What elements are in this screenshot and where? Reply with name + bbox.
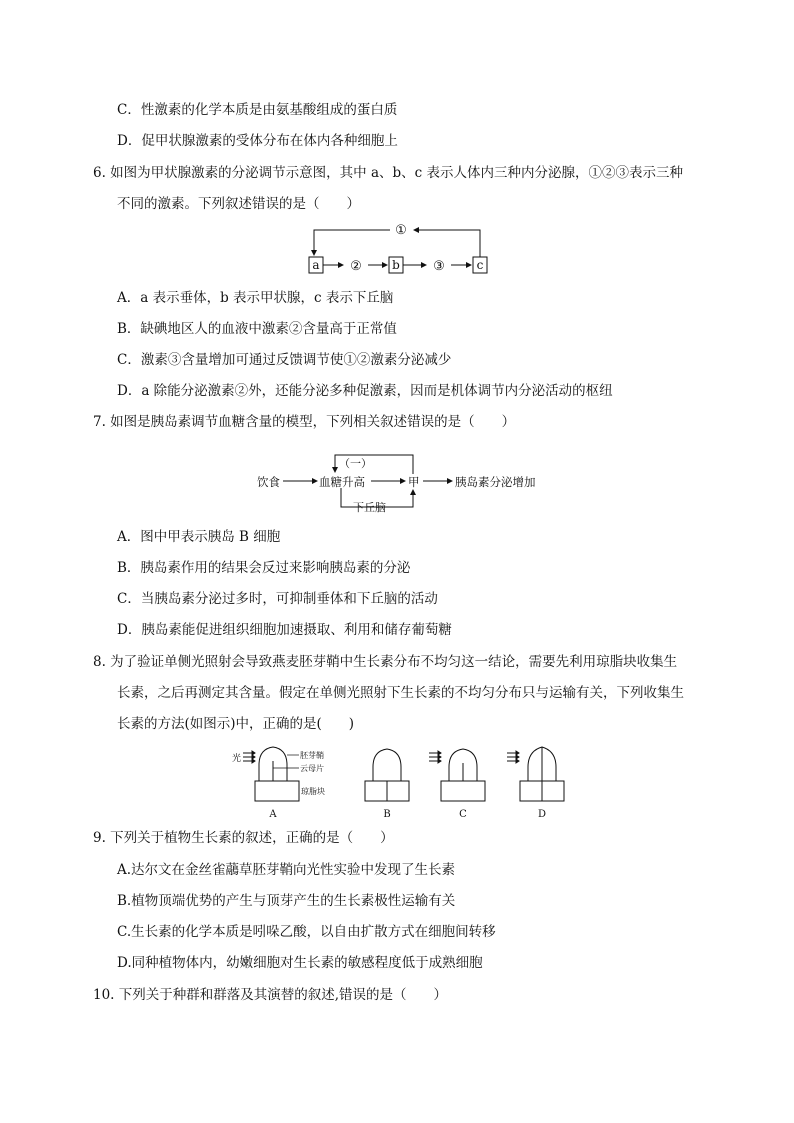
option-d: D．促甲状腺激素的受体分布在体内各种细胞上 — [117, 133, 398, 149]
question-6-stem-cont: 不同的激素。下列叙述错误的是（ ） — [117, 196, 360, 212]
arrow-c-to-h1 — [414, 230, 480, 257]
question-8-stem-cont1: 长素，之后再测定其含量。假定在单侧光照射下生长素的不均匀分布只与运输有关，下列收集生 — [117, 685, 684, 701]
q6-option-b: B．缺碘地区人的血液中激素②含量高于正常值 — [117, 321, 397, 337]
hormone-3-label: ③ — [433, 259, 445, 274]
q6-option-a: A．a 表示垂体，b 表示甲状腺，c 表示下丘脑 — [117, 290, 394, 306]
setup-c-label: C — [459, 809, 467, 820]
jia-label: 甲 — [408, 475, 420, 489]
light-arrows-a — [243, 751, 255, 763]
light-label: 光 — [232, 754, 242, 764]
setup-a — [232, 747, 325, 820]
question-8-stem-cont2: 长素的方法(如图示)中，正确的是( ) — [117, 716, 355, 732]
gland-a-label: a — [312, 258, 320, 272]
diet-label: 饮食 — [257, 475, 280, 489]
thyroid-regulation-diagram — [300, 220, 500, 278]
light-arrows-d — [507, 751, 519, 763]
glucose-rise-label: 血糖升高 — [319, 475, 365, 489]
insulin-regulation-diagram — [255, 447, 555, 517]
agar-block-a — [255, 781, 299, 801]
q9-option-c: C.生长素的化学本质是吲哚乙酸，以自由扩散方式在细胞间转移 — [117, 924, 496, 940]
question-10-stem: 10. 下列关于种群和群落及其演替的叙述,错误的是（ ） — [93, 987, 448, 1003]
hormone-1-label: ① — [395, 223, 407, 238]
q7-option-b: B．胰岛素作用的结果会反过来影响胰岛素的分泌 — [117, 560, 411, 576]
arrow-h1-to-a — [314, 230, 390, 255]
coleoptile-b — [373, 749, 401, 781]
q6-option-d: D．a 除能分泌激素②外，还能分泌多种促激素，因而是机体调节内分泌活动的枢纽 — [117, 383, 613, 399]
setup-b-label: B — [383, 809, 391, 820]
q7-option-a: A．图中甲表示胰岛 B 细胞 — [117, 529, 281, 545]
q9-option-a: A.达尔文在金丝雀虉草胚芽鞘向光性实验中发现了生长素 — [117, 862, 456, 878]
insulin-increase-label: 胰岛素分泌增加 — [455, 475, 536, 489]
mica-label: 云母片 — [300, 764, 324, 773]
q9-option-d: D.同种植物体内，幼嫩细胞对生长素的敏感程度低于成熟细胞 — [117, 955, 483, 971]
setup-d — [507, 747, 564, 820]
q6-option-c: C．激素③含量增加可通过反馈调节使①②激素分泌减少 — [117, 352, 452, 368]
q7-option-c: C．当胰岛素分泌过多时，可抑制垂体和下丘脑的活动 — [117, 591, 438, 607]
question-9-stem: 9. 下列关于植物生长素的叙述，正确的是（ ） — [93, 830, 394, 846]
gland-b-label: b — [392, 258, 400, 272]
negative-feedback-label: （一） — [339, 457, 372, 470]
hormone-2-label: ② — [350, 259, 362, 274]
agar-block-c — [441, 781, 485, 801]
setup-b — [365, 749, 409, 820]
coleoptile-figure — [225, 743, 585, 825]
question-6-stem: 6. 如图为甲状腺激素的分泌调节示意图，其中 a、b、c 表示人体内三种内分泌腺，①②③表示三种 — [93, 165, 684, 181]
question-7-stem: 7. 如图是胰岛素调节血糖含量的模型，下列相关叙述错误的是（ ） — [93, 414, 516, 430]
setup-d-label: D — [537, 809, 547, 820]
agar-label: 琼脂块 — [301, 787, 325, 796]
light-arrows-c — [429, 751, 441, 763]
option-c: C．性激素的化学本质是由氨基酸组成的蛋白质 — [117, 102, 398, 118]
coleoptile-label: 胚芽鞘 — [300, 751, 324, 760]
gland-c-label: c — [476, 258, 484, 272]
hypothalamus-label: 下丘脑 — [353, 501, 386, 514]
question-8-stem: 8. 为了验证单侧光照射会导致燕麦胚芽鞘中生长素分布不均匀这一结论，需要先利用琼脂块收集生 — [93, 654, 678, 670]
setup-a-label: A — [269, 809, 277, 820]
setup-c — [429, 749, 485, 820]
q9-option-b: B.植物顶端优势的产生与顶芽产生的生长素极性运输有关 — [117, 893, 456, 909]
q7-option-d: D．胰岛素能促进组织细胞加速摄取、利用和储存葡萄糖 — [117, 622, 452, 638]
